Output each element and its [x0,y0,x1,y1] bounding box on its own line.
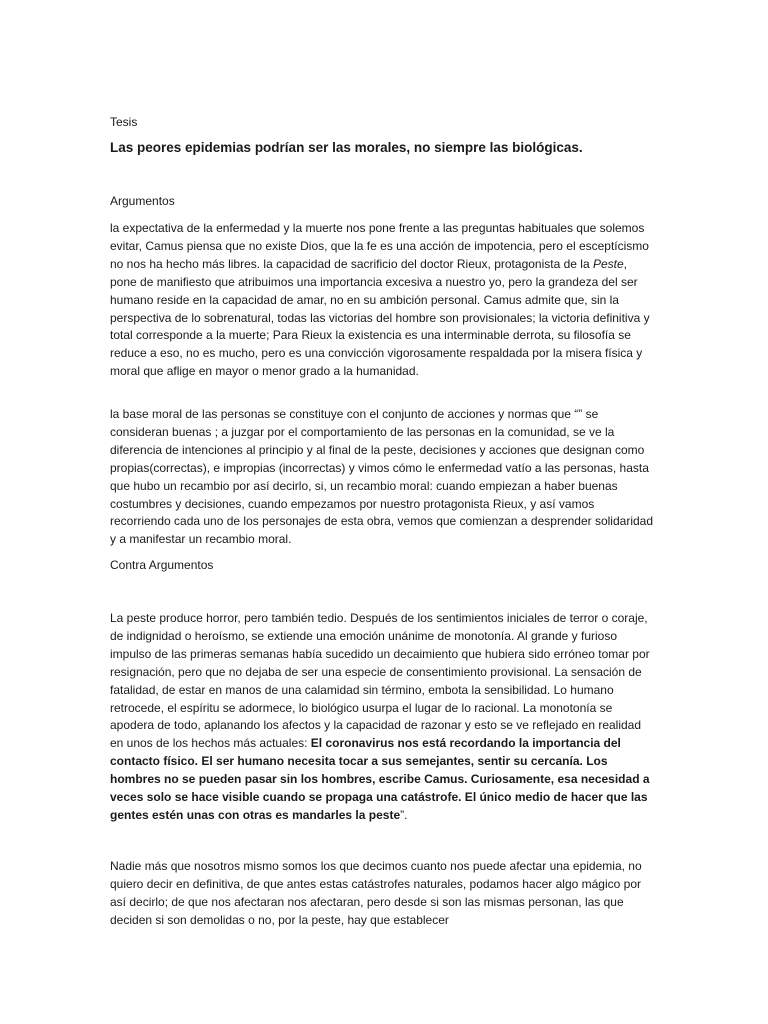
arguments-paragraph-2: la base moral de las personas se constituye con el conjunto de acciones y normas que “” se consideran buenas ; a juzgar por el comportamiento de las personas en la comunidad, se ve la diferencia de intenciones al principio y al final de la peste, decisiones y acciones que designan como propias(correctas), e impropias (incorrectas) y vimos cómo le enfermedad vatío a las personas, hasta que hubo un recambio por así decirlo, si, un recambio moral: cuando empiezan a haber buenas costumbres y decisiones, cuando empezamos por nuestro protagonista Rieux, y así vamos recorriendo cada uno de los personajes de esta obra, vemos que comienzan a desprender solidaridad y a manifestar un recambio moral. [110,407,654,547]
counter-paragraph-1 [110,610,655,825]
thesis-statement: Las peores epidemias podrían ser las morales, no siempre las biológicas. [110,140,583,155]
arguments-paragraph-1 [110,220,655,381]
counter-paragraph-2: Nadie más que nosotros mismo somos los que decimos cuanto nos puede afectar una epidemia, no quiero decir en definitiva, de que antes estas catástrofes naturales, podamos hacer algo mágico por así decirlo; de que nos afectaran nos afectaran, pero desde si son las mismas personan, las que deciden si son demolidas o no, por la peste, hay que establecer [110,859,642,927]
arguments-paragraph-1-text-b: , pone de manifiesto que atribuimos una importancia excesiva a nuestro yo, pero la grandeza del ser humano reside en la capacidad de amar, no en su ambición personal. Camus admite que, sin la perspectiva de lo sobrenatural, todas las victorias del hombre son provisionales; la victoria definitiva y total corresponde a la muerte; Para Rieux la existencia es una interminable derrota, su filosofía se reduce a eso, no es mucho, pero es una convicción vigorosamente respaldada por la misera física y moral que aflige en mayor o menor grado a la humanidad. [110,256,650,379]
arguments-paragraph-1-italic: Peste [592,256,624,271]
counter-paragraph-1-bold: El coronavirus nos está recordando la importancia del contacto físico. El ser humano necesita tocar a sus semejantes, sentir su cercanía. Los hombres no se pueden pasar sin los hombres, escribe Camus. Curiosamente, esa necesidad a veces solo se hace visible cuando se propaga una catástrofe. El único medio de hacer que las gentes estén unas con otras es mandarles la peste [110,736,650,822]
arguments-paragraph-1-text-a: la expectativa de la enfermedad y la muerte nos pone frente a las preguntas habituales que solemos evitar, Camus piensa que no existe Dios, que la fe es una acción de impotencia, pero el esceptícismo no nos ha hecho más libres. la capacidad de sacrificio del doctor Rieux, protagonista de la [110,221,649,271]
counter-arguments-heading: Contra Argumentos [110,558,214,572]
document-page [110,0,655,1024]
thesis-label: Tesis [110,115,138,129]
counter-paragraph-1-text: La peste produce horror, pero también tedio. Después de los sentimientos iniciales de terror o coraje, de indignidad o heroísmo, se extiende una emoción unánime de monotonía. Al grande y furioso impulso de las primeras semanas había sucedido un decaimiento que hubiera sido erróneo tomar por resignación, pero que no dejaba de ser una especie de consentimiento provisional. La sensación de fatalidad, de estar en manos de una calamidad sin término, embota la sensibilidad. Lo humano retrocede, el espíritu se adormece, lo biológico usurpa el lugar de lo racional. La monotonía se apodera de todo, aplanando los afectos y la capacidad de razonar y esto se ve reflejado en realidad en unos de los hechos más actuales: [110,611,650,751]
counter-paragraph-1-end: ”. [400,807,408,822]
arguments-heading: Argumentos [110,194,175,208]
